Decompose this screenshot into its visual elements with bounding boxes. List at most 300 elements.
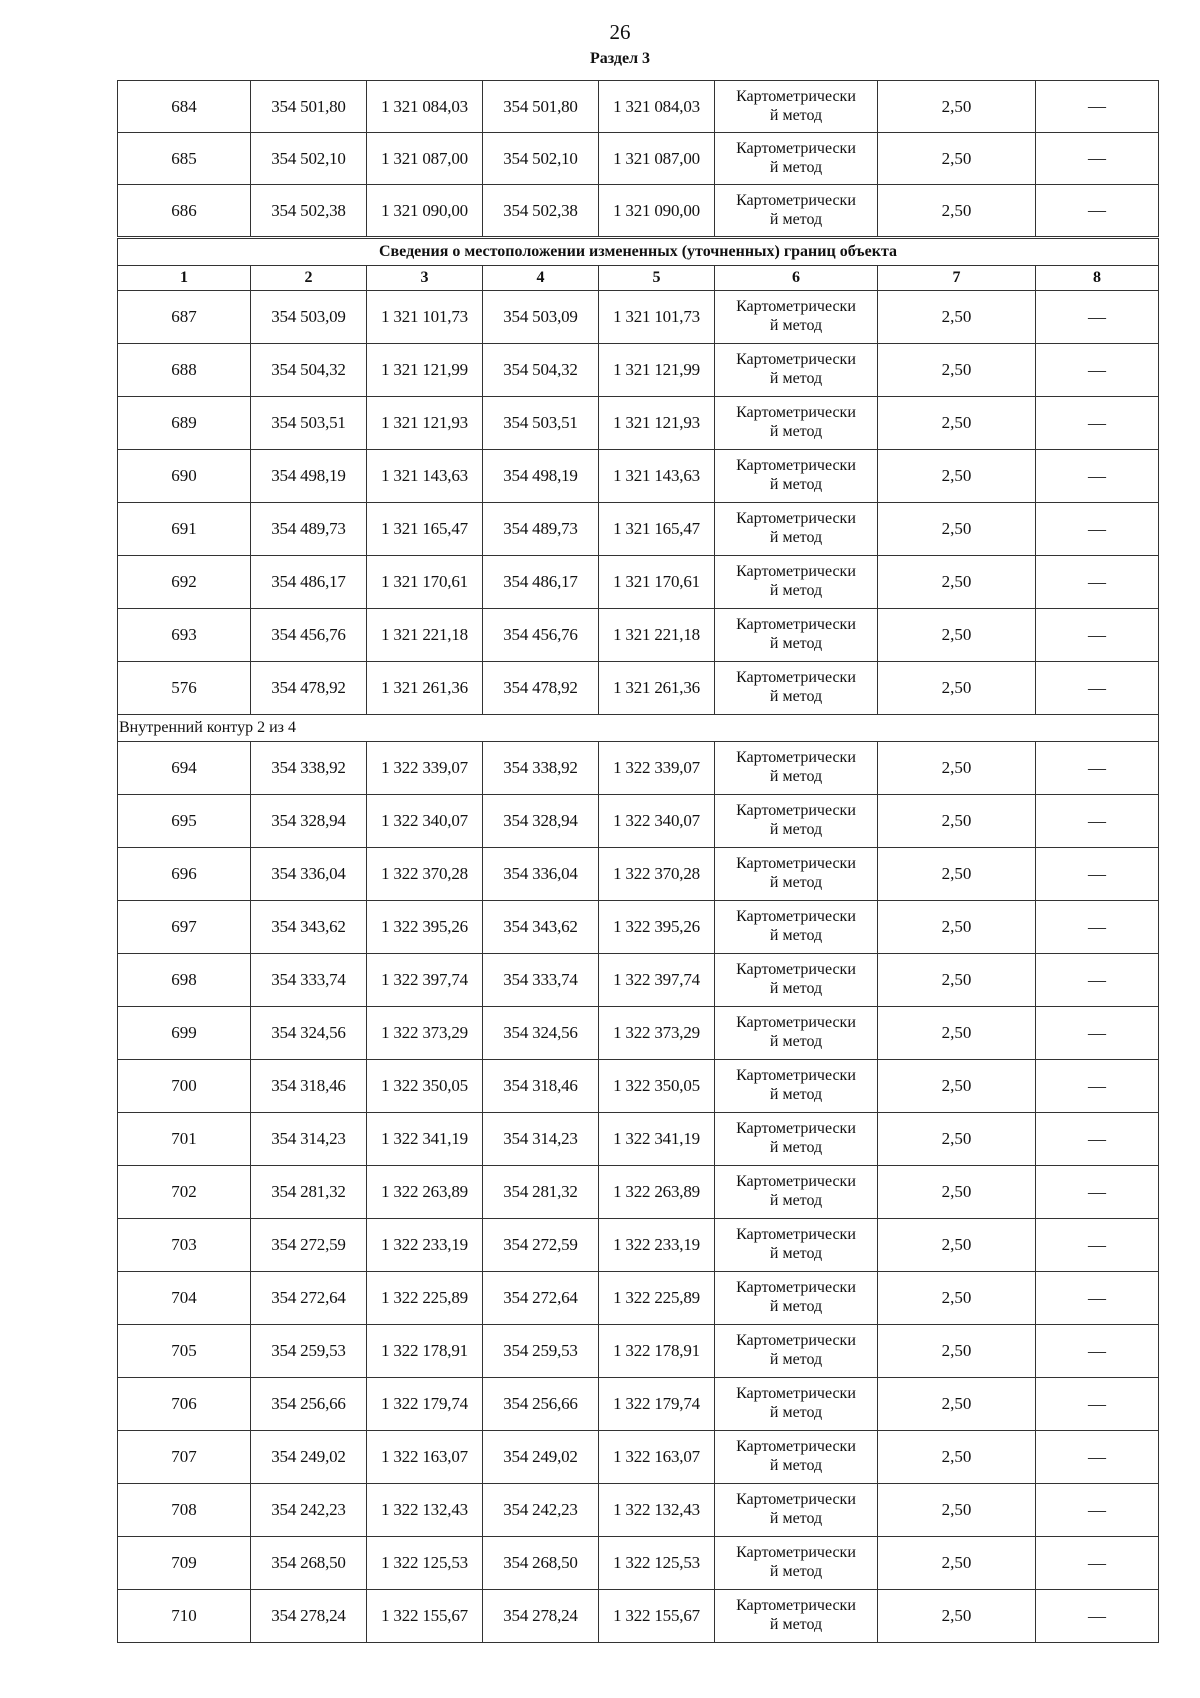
x-old-cell: 354 503,51: [251, 397, 367, 450]
table-row: [118, 901, 1159, 954]
table-row: [118, 848, 1159, 901]
x-old-cell: 354 256,66: [251, 1378, 367, 1431]
section-title: Раздел 3: [589, 50, 651, 67]
point-number-cell: 697: [118, 901, 251, 954]
method-line: Картометрически: [736, 1438, 856, 1455]
y-old-cell: 1 322 397,74: [367, 954, 483, 1007]
method-cell: [715, 954, 878, 1007]
note-cell: —: [1036, 1219, 1159, 1272]
note-cell: —: [1036, 901, 1159, 954]
x-old-cell: 354 501,80: [251, 81, 367, 133]
point-number-cell: 698: [118, 954, 251, 1007]
method-line: й метод: [769, 927, 823, 944]
method-line: Картометрически: [736, 1067, 856, 1084]
x-old-cell: 354 478,92: [251, 662, 367, 715]
method-cell: [715, 1325, 878, 1378]
method-line: й метод: [769, 423, 823, 440]
y-new-cell: 1 322 350,05: [599, 1060, 715, 1113]
x-old-cell: 354 314,23: [251, 1113, 367, 1166]
table-row: [118, 185, 1159, 238]
note-cell: —: [1036, 1325, 1159, 1378]
y-old-cell: 1 322 350,05: [367, 1060, 483, 1113]
method-line: Картометрически: [736, 139, 856, 157]
method-line: Картометрически: [736, 1597, 856, 1614]
x-new-cell: 354 268,50: [483, 1537, 599, 1590]
y-old-cell: 1 321 084,03: [367, 81, 483, 133]
method-line: Картометрически: [736, 669, 856, 686]
method-line: й метод: [769, 1086, 823, 1103]
x-new-cell: 354 256,66: [483, 1378, 599, 1431]
y-new-cell: 1 322 225,89: [599, 1272, 715, 1325]
x-new-cell: 354 486,17: [483, 556, 599, 609]
x-old-cell: 354 333,74: [251, 954, 367, 1007]
table-row: [118, 1590, 1159, 1643]
y-old-cell: 1 322 395,26: [367, 901, 483, 954]
point-number-cell: 688: [118, 344, 251, 397]
accuracy-cell: 2,50: [878, 81, 1036, 133]
point-number-cell: 704: [118, 1272, 251, 1325]
method-cell: [715, 795, 878, 848]
table-row: [118, 1484, 1159, 1537]
accuracy-cell: 2,50: [878, 848, 1036, 901]
method-cell: [715, 1272, 878, 1325]
accuracy-cell: 2,50: [878, 503, 1036, 556]
contour-row: [118, 715, 1159, 742]
x-new-cell: 354 318,46: [483, 1060, 599, 1113]
accuracy-cell: 2,50: [878, 1272, 1036, 1325]
method-line: Картометрически: [736, 87, 856, 105]
method-line: й метод: [769, 1457, 823, 1474]
note-cell: —: [1036, 1537, 1159, 1590]
method-line: Картометрически: [736, 191, 856, 209]
method-line: Картометрически: [736, 563, 856, 580]
accuracy-cell: 2,50: [878, 1378, 1036, 1431]
column-number-row: [118, 266, 1159, 291]
note-cell: —: [1036, 1272, 1159, 1325]
note-cell: —: [1036, 1113, 1159, 1166]
table-row: [118, 662, 1159, 715]
accuracy-cell: 2,50: [878, 901, 1036, 954]
x-new-cell: 354 242,23: [483, 1484, 599, 1537]
method-cell: [715, 1590, 878, 1643]
note-cell: —: [1036, 662, 1159, 715]
table-row: [118, 1431, 1159, 1484]
method-cell: [715, 344, 878, 397]
x-new-cell: 354 478,92: [483, 662, 599, 715]
note-cell: —: [1036, 609, 1159, 662]
method-cell: [715, 133, 878, 185]
x-old-cell: 354 504,32: [251, 344, 367, 397]
note-cell: —: [1036, 1590, 1159, 1643]
column-number: 3: [367, 266, 483, 291]
method-cell: [715, 291, 878, 344]
method-cell: [715, 1378, 878, 1431]
accuracy-cell: 2,50: [878, 1590, 1036, 1643]
accuracy-cell: 2,50: [878, 662, 1036, 715]
x-new-cell: 354 504,32: [483, 344, 599, 397]
note-cell: —: [1036, 848, 1159, 901]
y-old-cell: 1 321 165,47: [367, 503, 483, 556]
x-old-cell: 354 242,23: [251, 1484, 367, 1537]
coordinates-table: [117, 80, 1159, 1643]
method-cell: [715, 1537, 878, 1590]
table-row: [118, 344, 1159, 397]
point-number-cell: 709: [118, 1537, 251, 1590]
method-cell: [715, 1219, 878, 1272]
x-old-cell: 354 498,19: [251, 450, 367, 503]
table-row: [118, 450, 1159, 503]
y-new-cell: 1 321 121,93: [599, 397, 715, 450]
x-new-cell: 354 259,53: [483, 1325, 599, 1378]
y-old-cell: 1 322 132,43: [367, 1484, 483, 1537]
accuracy-cell: 2,50: [878, 1166, 1036, 1219]
accuracy-cell: 2,50: [878, 1219, 1036, 1272]
y-new-cell: 1 322 155,67: [599, 1590, 715, 1643]
table-row: [118, 133, 1159, 185]
method-line: й метод: [769, 210, 823, 228]
accuracy-cell: 2,50: [878, 1007, 1036, 1060]
note-cell: —: [1036, 1166, 1159, 1219]
method-line: й метод: [769, 106, 823, 124]
column-number: 8: [1036, 266, 1159, 291]
x-old-cell: 354 281,32: [251, 1166, 367, 1219]
x-new-cell: 354 503,51: [483, 397, 599, 450]
note-cell: —: [1036, 954, 1159, 1007]
y-old-cell: 1 321 101,73: [367, 291, 483, 344]
table-body-header: [118, 238, 1159, 291]
x-old-cell: 354 278,24: [251, 1590, 367, 1643]
y-new-cell: 1 322 395,26: [599, 901, 715, 954]
y-old-cell: 1 322 370,28: [367, 848, 483, 901]
point-number-cell: 691: [118, 503, 251, 556]
table-row: [118, 291, 1159, 344]
y-old-cell: 1 321 090,00: [367, 185, 483, 238]
column-number: 1: [118, 266, 251, 291]
x-new-cell: 354 328,94: [483, 795, 599, 848]
note-cell: —: [1036, 185, 1159, 238]
column-number: 6: [715, 266, 878, 291]
accuracy-cell: 2,50: [878, 1484, 1036, 1537]
method-line: й метод: [769, 1245, 823, 1262]
method-line: й метод: [769, 821, 823, 838]
x-old-cell: 354 259,53: [251, 1325, 367, 1378]
y-new-cell: 1 322 397,74: [599, 954, 715, 1007]
method-line: й метод: [769, 582, 823, 599]
table-row: [118, 503, 1159, 556]
method-line: Картометрически: [736, 1332, 856, 1349]
method-line: й метод: [769, 1192, 823, 1209]
point-number-cell: 694: [118, 742, 251, 795]
x-new-cell: 354 343,62: [483, 901, 599, 954]
table-body-bottom: [118, 742, 1159, 1643]
method-line: Картометрически: [736, 616, 856, 633]
y-old-cell: 1 322 155,67: [367, 1590, 483, 1643]
note-cell: —: [1036, 1431, 1159, 1484]
x-new-cell: 354 336,04: [483, 848, 599, 901]
x-old-cell: 354 272,64: [251, 1272, 367, 1325]
table-row: [118, 1113, 1159, 1166]
note-cell: —: [1036, 133, 1159, 185]
y-new-cell: 1 322 125,53: [599, 1537, 715, 1590]
table-row: [118, 81, 1159, 133]
x-old-cell: 354 336,04: [251, 848, 367, 901]
method-line: й метод: [769, 476, 823, 493]
y-new-cell: 1 321 084,03: [599, 81, 715, 133]
note-cell: —: [1036, 291, 1159, 344]
method-cell: [715, 81, 878, 133]
x-new-cell: 354 498,19: [483, 450, 599, 503]
accuracy-cell: 2,50: [878, 397, 1036, 450]
method-line: й метод: [769, 768, 823, 785]
y-new-cell: 1 321 143,63: [599, 450, 715, 503]
method-line: Картометрически: [736, 1226, 856, 1243]
method-line: й метод: [769, 1404, 823, 1421]
accuracy-cell: 2,50: [878, 185, 1036, 238]
accuracy-cell: 2,50: [878, 556, 1036, 609]
method-line: й метод: [769, 158, 823, 176]
x-new-cell: 354 324,56: [483, 1007, 599, 1060]
method-line: й метод: [769, 874, 823, 891]
x-new-cell: 354 338,92: [483, 742, 599, 795]
accuracy-cell: 2,50: [878, 344, 1036, 397]
y-new-cell: 1 321 101,73: [599, 291, 715, 344]
method-line: й метод: [769, 1563, 823, 1580]
method-line: й метод: [769, 1351, 823, 1368]
page-number: 26: [609, 20, 631, 44]
method-line: Картометрически: [736, 1385, 856, 1402]
table-body-top: [118, 81, 1159, 238]
method-line: Картометрически: [736, 1173, 856, 1190]
y-new-cell: 1 322 263,89: [599, 1166, 715, 1219]
method-line: Картометрически: [736, 1491, 856, 1508]
x-new-cell: 354 501,80: [483, 81, 599, 133]
x-old-cell: 354 338,92: [251, 742, 367, 795]
point-number-cell: 687: [118, 291, 251, 344]
y-old-cell: 1 322 163,07: [367, 1431, 483, 1484]
method-cell: [715, 742, 878, 795]
x-new-cell: 354 502,10: [483, 133, 599, 185]
note-cell: —: [1036, 742, 1159, 795]
method-cell: [715, 1431, 878, 1484]
method-cell: [715, 662, 878, 715]
method-line: Картометрически: [736, 802, 856, 819]
note-cell: —: [1036, 503, 1159, 556]
point-number-cell: 685: [118, 133, 251, 185]
method-line: й метод: [769, 980, 823, 997]
x-old-cell: 354 502,10: [251, 133, 367, 185]
x-old-cell: 354 486,17: [251, 556, 367, 609]
y-old-cell: 1 322 125,53: [367, 1537, 483, 1590]
point-number-cell: 699: [118, 1007, 251, 1060]
point-number-cell: 708: [118, 1484, 251, 1537]
point-number-cell: 702: [118, 1166, 251, 1219]
y-new-cell: 1 321 090,00: [599, 185, 715, 238]
table-row: [118, 742, 1159, 795]
method-cell: [715, 609, 878, 662]
method-line: й метод: [769, 688, 823, 705]
y-old-cell: 1 321 143,63: [367, 450, 483, 503]
accuracy-cell: 2,50: [878, 450, 1036, 503]
y-new-cell: 1 322 339,07: [599, 742, 715, 795]
x-new-cell: 354 489,73: [483, 503, 599, 556]
x-new-cell: 354 502,38: [483, 185, 599, 238]
method-line: Картометрически: [736, 510, 856, 527]
method-cell: [715, 503, 878, 556]
y-old-cell: 1 321 170,61: [367, 556, 483, 609]
section-header-row: [118, 238, 1159, 266]
x-new-cell: 354 249,02: [483, 1431, 599, 1484]
point-number-cell: 701: [118, 1113, 251, 1166]
point-number-cell: 706: [118, 1378, 251, 1431]
x-old-cell: 354 272,59: [251, 1219, 367, 1272]
accuracy-cell: 2,50: [878, 795, 1036, 848]
y-old-cell: 1 321 261,36: [367, 662, 483, 715]
x-new-cell: 354 503,09: [483, 291, 599, 344]
table-row: [118, 1325, 1159, 1378]
method-line: Картометрически: [736, 1544, 856, 1561]
accuracy-cell: 2,50: [878, 1060, 1036, 1113]
method-line: й метод: [769, 370, 823, 387]
point-number-cell: 684: [118, 81, 251, 133]
x-old-cell: 354 489,73: [251, 503, 367, 556]
method-line: Картометрически: [736, 1014, 856, 1031]
x-new-cell: 354 272,64: [483, 1272, 599, 1325]
y-old-cell: 1 321 121,93: [367, 397, 483, 450]
point-number-cell: 696: [118, 848, 251, 901]
table-row: [118, 1272, 1159, 1325]
method-line: й метод: [769, 317, 823, 334]
accuracy-cell: 2,50: [878, 954, 1036, 1007]
section-header: Сведения о местоположении измененных (уточненных) границ объекта: [118, 238, 1159, 266]
table-row: [118, 1007, 1159, 1060]
table-row: [118, 1166, 1159, 1219]
method-line: Картометрически: [736, 298, 856, 315]
method-line: й метод: [769, 1616, 823, 1633]
y-old-cell: 1 321 087,00: [367, 133, 483, 185]
column-number: 5: [599, 266, 715, 291]
y-new-cell: 1 321 087,00: [599, 133, 715, 185]
method-line: й метод: [769, 1033, 823, 1050]
table-row: [118, 795, 1159, 848]
table-row: [118, 397, 1159, 450]
y-new-cell: 1 322 341,19: [599, 1113, 715, 1166]
column-number: 7: [878, 266, 1036, 291]
method-cell: [715, 901, 878, 954]
method-cell: [715, 848, 878, 901]
y-old-cell: 1 322 179,74: [367, 1378, 483, 1431]
x-new-cell: 354 278,24: [483, 1590, 599, 1643]
point-number-cell: 686: [118, 185, 251, 238]
x-old-cell: 354 343,62: [251, 901, 367, 954]
y-new-cell: 1 321 170,61: [599, 556, 715, 609]
method-line: Картометрически: [736, 404, 856, 421]
y-old-cell: 1 321 121,99: [367, 344, 483, 397]
y-old-cell: 1 322 341,19: [367, 1113, 483, 1166]
method-line: й метод: [769, 1510, 823, 1527]
accuracy-cell: 2,50: [878, 1537, 1036, 1590]
table-row: [118, 1537, 1159, 1590]
y-new-cell: 1 322 163,07: [599, 1431, 715, 1484]
x-new-cell: 354 333,74: [483, 954, 599, 1007]
x-old-cell: 354 503,09: [251, 291, 367, 344]
y-new-cell: 1 322 370,28: [599, 848, 715, 901]
note-cell: —: [1036, 1007, 1159, 1060]
note-cell: —: [1036, 81, 1159, 133]
method-cell: [715, 450, 878, 503]
y-new-cell: 1 321 165,47: [599, 503, 715, 556]
x-old-cell: 354 502,38: [251, 185, 367, 238]
note-cell: —: [1036, 1060, 1159, 1113]
note-cell: —: [1036, 344, 1159, 397]
table-row: [118, 954, 1159, 1007]
contour-label: Внутренний контур 2 из 4: [118, 715, 1159, 742]
note-cell: —: [1036, 450, 1159, 503]
column-number: 4: [483, 266, 599, 291]
table-body-contour: [118, 715, 1159, 742]
method-line: й метод: [769, 1139, 823, 1156]
y-new-cell: 1 322 178,91: [599, 1325, 715, 1378]
point-number-cell: 710: [118, 1590, 251, 1643]
y-old-cell: 1 322 373,29: [367, 1007, 483, 1060]
accuracy-cell: 2,50: [878, 742, 1036, 795]
y-old-cell: 1 322 339,07: [367, 742, 483, 795]
accuracy-cell: 2,50: [878, 291, 1036, 344]
x-old-cell: 354 268,50: [251, 1537, 367, 1590]
y-new-cell: 1 321 221,18: [599, 609, 715, 662]
method-cell: [715, 556, 878, 609]
table-body-middle: [118, 291, 1159, 715]
x-new-cell: 354 281,32: [483, 1166, 599, 1219]
accuracy-cell: 2,50: [878, 609, 1036, 662]
y-new-cell: 1 322 132,43: [599, 1484, 715, 1537]
note-cell: —: [1036, 795, 1159, 848]
note-cell: —: [1036, 397, 1159, 450]
table-row: [118, 1378, 1159, 1431]
method-line: Картометрически: [736, 1279, 856, 1296]
method-line: Картометрически: [736, 961, 856, 978]
x-new-cell: 354 314,23: [483, 1113, 599, 1166]
method-line: Картометрически: [736, 1120, 856, 1137]
point-number-cell: 707: [118, 1431, 251, 1484]
y-new-cell: 1 322 340,07: [599, 795, 715, 848]
x-old-cell: 354 328,94: [251, 795, 367, 848]
accuracy-cell: 2,50: [878, 133, 1036, 185]
table-row: [118, 1060, 1159, 1113]
y-new-cell: 1 321 121,99: [599, 344, 715, 397]
x-old-cell: 354 318,46: [251, 1060, 367, 1113]
point-number-cell: 705: [118, 1325, 251, 1378]
point-number-cell: 703: [118, 1219, 251, 1272]
accuracy-cell: 2,50: [878, 1431, 1036, 1484]
y-new-cell: 1 322 233,19: [599, 1219, 715, 1272]
method-cell: [715, 1007, 878, 1060]
method-line: й метод: [769, 1298, 823, 1315]
x-new-cell: 354 272,59: [483, 1219, 599, 1272]
method-cell: [715, 185, 878, 238]
method-line: й метод: [769, 635, 823, 652]
y-old-cell: 1 322 263,89: [367, 1166, 483, 1219]
x-old-cell: 354 456,76: [251, 609, 367, 662]
column-number: 2: [251, 266, 367, 291]
table-row: [118, 609, 1159, 662]
method-cell: [715, 1166, 878, 1219]
method-line: Картометрически: [736, 457, 856, 474]
method-line: й метод: [769, 529, 823, 546]
method-line: Картометрически: [736, 855, 856, 872]
y-old-cell: 1 322 340,07: [367, 795, 483, 848]
method-cell: [715, 397, 878, 450]
note-cell: —: [1036, 1378, 1159, 1431]
